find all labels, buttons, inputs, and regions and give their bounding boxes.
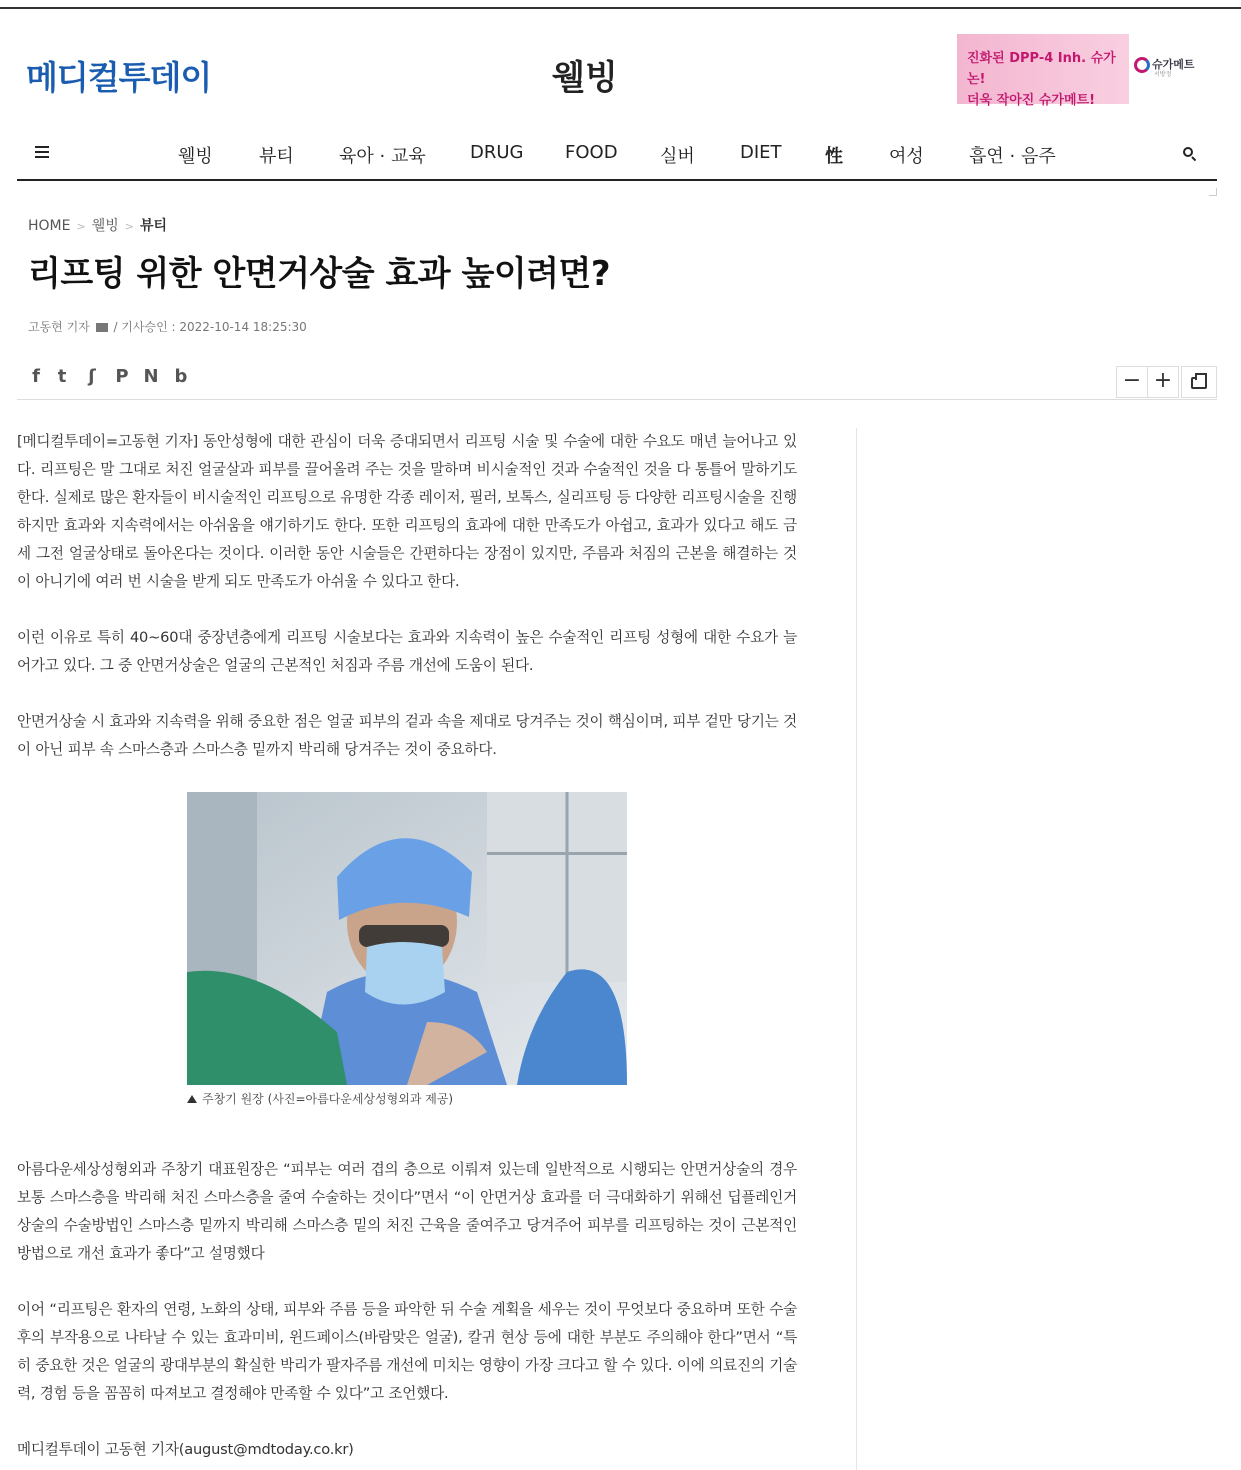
article-signature: 메디컬투데이 고동현 기자(august@mdtoday.co.kr)	[17, 1441, 354, 1458]
naver-icon[interactable]: N	[143, 366, 159, 387]
facebook-icon[interactable]: f	[32, 366, 40, 387]
article-body-bottom	[17, 1156, 797, 1464]
article-body-top	[17, 428, 797, 764]
mail-icon[interactable]	[96, 323, 108, 332]
breadcrumb-separator-icon: >	[76, 220, 86, 233]
breadcrumb-level1[interactable]: 웰빙	[91, 218, 119, 234]
twitter-icon[interactable]: t	[57, 366, 67, 387]
photo-caption-text: 주창기 원장 (사진=아름다운세상성형외과 제공)	[202, 1092, 454, 1106]
nav-item-beauty[interactable]: 뷰티	[259, 146, 294, 167]
print-button[interactable]	[1181, 366, 1217, 398]
ad-line-2: 더욱 작아진 슈가메트!	[967, 93, 1096, 108]
ad-brand-name: 슈가메트	[1152, 58, 1195, 71]
reporter-name[interactable]: 고동현 기자	[28, 320, 90, 334]
ad-brand-logo[interactable]	[1134, 56, 1218, 82]
breadcrumb-home[interactable]: HOME	[28, 218, 71, 234]
top-border	[0, 7, 1241, 9]
article-photo	[187, 792, 627, 1085]
photo-caption	[187, 1090, 453, 1107]
ad-brand-sub: 서방정	[1154, 71, 1172, 78]
nav-item-food[interactable]: FOOD	[565, 142, 618, 163]
nav-item-drug[interactable]: DRUG	[470, 142, 524, 163]
nav-item-diet[interactable]: DIET	[740, 142, 782, 163]
pinterest-icon[interactable]: P	[115, 366, 129, 387]
nav-item-parenting[interactable]: 육아 · 교육	[339, 146, 426, 167]
main-nav	[17, 130, 1217, 181]
breadcrumb-separator-icon: >	[124, 220, 134, 233]
article-paragraph: 이런 이유로 특히 40~60대 중장년층에게 리프팅 시술보다는 효과와 지속력이 높은 수술적인 리프팅 성형에 대한 수요가 늘어가고 있다. 그 중 안면거상술은 얼굴의 근본적인 처짐과 주름 개선에 도움이 된다.	[17, 629, 797, 674]
brand-swirl-icon	[1134, 57, 1150, 73]
nav-item-sex[interactable]: 性	[825, 146, 843, 167]
search-icon[interactable]	[1183, 147, 1197, 161]
hamburger-menu-icon[interactable]	[35, 146, 49, 158]
article-paragraph: 이어 “리프팅은 환자의 연령, 노화의 상태, 피부와 주름 등을 파악한 뒤 수술 계획을 세우는 것이 무엇보다 중요하며 또한 수술 후의 부작용으로 나타날 수 있는 효과미비, 윈드페이스(바람맞은 얼굴), 칼귀 현상 등에 대한 부분도 주의해야 한다”면서 “특히 중요한 것은 얼굴의 광대부분의 확실한 박리가 팔자주름 개선에 미치는 영향이 가장 크다고 할 수 있다. 이에 의료진의 기술력, 경험 등을 꼼꼼히 따져보고 결정해야 만족할 수 있다”고 조언했다.	[17, 1301, 797, 1402]
divider	[17, 399, 1217, 400]
article-title: 리프팅 위한 안면거상술 효과 높이려면?	[28, 254, 611, 294]
ad-line-1: 진화된 DPP-4 Inh. 슈가논!	[967, 51, 1116, 87]
article-paragraph: 아름다운세상성형외과 주창기 대표원장은 “피부는 여러 겹의 층으로 이뤄져 있는데 일반적으로 시행되는 안면거상술의 경우 보통 스마스층을 박리해 처진 스마스층을 줄여 수술하는 것이다”면서 “이 안면거상 효과를 더 극대화하기 위해선 딥플레인거상술의 수술방법인 스마스층 밑까지 박리해 스마스층 밑의 처진 근육을 줄여주고 당겨주어 피부를 리프팅하는 것이 근본적인 방법으로 개선 효과가 좋다”고 설명했다	[17, 1161, 797, 1262]
article-paragraph: 안면거상술 시 효과와 지속력을 위해 중요한 점은 얼굴 피부의 겉과 속을 제대로 당겨주는 것이 핵심이며, 피부 겉만 당기는 것이 아닌 피부 속 스마스층과 스마스층 밑까지 박리해 당겨주는 것이 중요하다.	[17, 713, 797, 758]
caption-triangle-icon	[187, 1095, 197, 1103]
section-title[interactable]: 웰빙	[552, 58, 618, 98]
font-decrease-button[interactable]: −	[1116, 366, 1148, 398]
article-byline	[28, 318, 307, 335]
printer-icon	[1191, 377, 1207, 389]
ad-banner[interactable]	[957, 34, 1129, 108]
approved-datetime: / 기사승인 : 2022-10-14 18:25:30	[113, 320, 307, 334]
site-logo[interactable]: 메디컬투데이	[26, 58, 212, 97]
column-divider	[856, 428, 857, 1470]
article-paragraph: [메디컬투데이=고동현 기자] 동안성형에 대한 관심이 더욱 증대되면서 리프팅 시술 및 수술에 대한 수요도 매년 늘어나고 있다. 리프팅은 말 그대로 처진 얼굴살과 피부를 끌어올려 주는 것을 말하며 비시술적인 것과 수술적인 것을 다 통틀어 말하기도 한다. 실제로 많은 환자들이 비시술적인 리프팅으로 유명한 각종 레이저, 필러, 보톡스, 실리프팅 등 다양한 리프팅시술을 진행하지만 효과와 지속력에서는 아쉬움을 얘기하기도 한다. 또한 리프팅의 효과에 대한 만족도가 아쉽고, 효과가 있다고 해도 금세 그전 얼굴상태로 돌아온다는 것이다. 이러한 동안 시술들은 간편하다는 장점이 있지만, 주름과 처짐의 근본을 해결하는 것이 아니기에 여러 번 시술을 받게 되도 만족도가 아쉬울 수 있다고 한다.	[17, 433, 797, 590]
band-icon[interactable]: b	[174, 366, 188, 387]
font-increase-button[interactable]: +	[1147, 366, 1179, 398]
nav-item-silver[interactable]: 실버	[660, 146, 695, 167]
nav-item-smoking-drinking[interactable]: 흡연 · 음주	[969, 146, 1056, 167]
surgeon-photo-illustration	[187, 792, 627, 1085]
nav-item-women[interactable]: 여성	[889, 146, 924, 167]
nav-corner-decoration	[1209, 188, 1217, 196]
nav-item-wellbeing[interactable]: 웰빙	[178, 146, 213, 167]
kakaostory-icon[interactable]: ʃ	[88, 366, 96, 387]
breadcrumb	[28, 215, 167, 235]
breadcrumb-current[interactable]: 뷰티	[139, 218, 168, 234]
